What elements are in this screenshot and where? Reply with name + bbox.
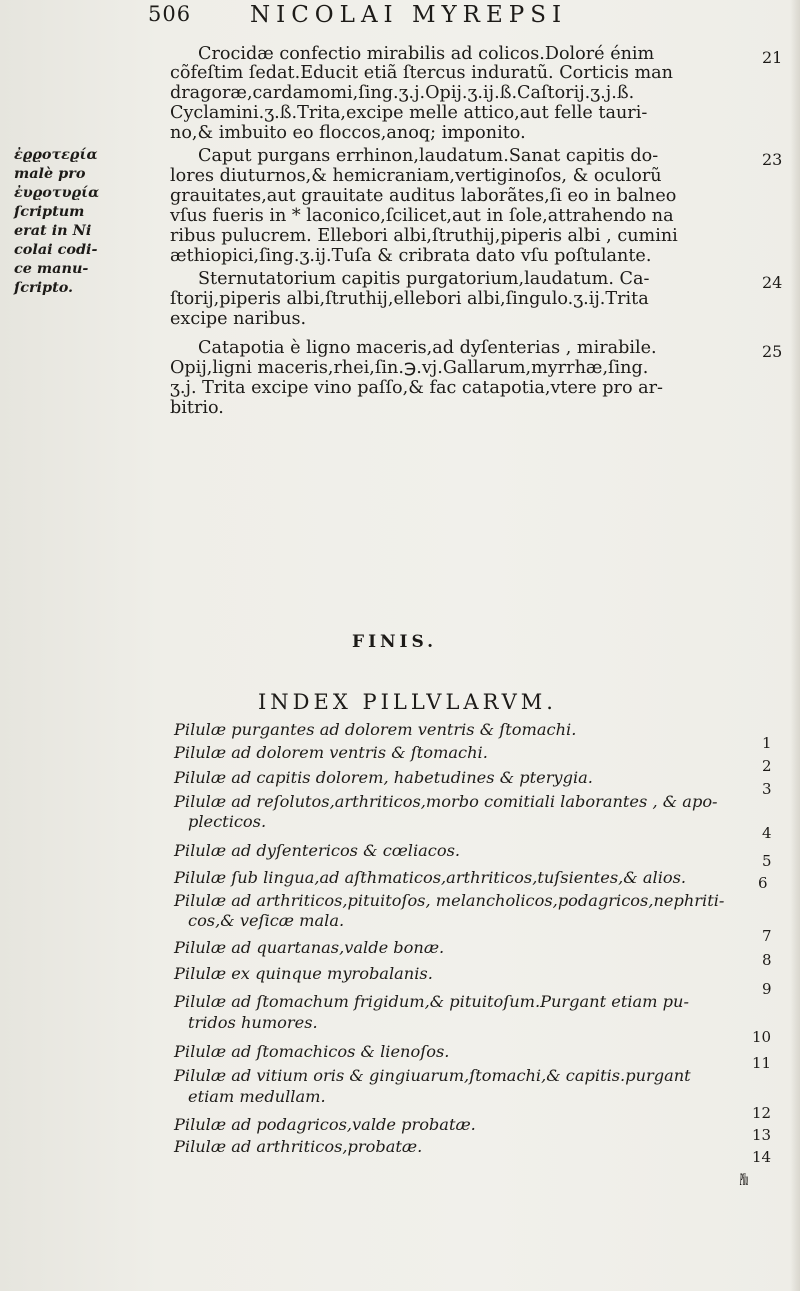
margin-note-line: ce manu- [14, 260, 89, 277]
body-line: grauitates,aut grauitate auditus laborãtes,ſi eo in balneo [170, 186, 677, 206]
section-number: 25 [762, 342, 783, 361]
index-line: Pilulæ ad capitis dolorem, habetudines & pterygia. [174, 768, 593, 787]
body-line: æthiopici,ſing.ʒ.ij.Tuſa & cribrata dato vſu poſtulante. [170, 246, 652, 266]
margin-note-line: colai codi- [14, 241, 98, 258]
margin-note-line: malè pro [14, 165, 86, 182]
index-line: Pilulæ ad arthriticos,probatæ. [174, 1137, 423, 1156]
body-line: Opij,ligni maceris,rhei,ſin.℈.vj.Gallarum,myrrhæ,ſing. [170, 358, 649, 378]
finis: FINIS. [352, 632, 438, 652]
body-line: Sternutatorium capitis purgatorium,laudatum. Ca- [198, 269, 650, 289]
index-number: 11 [752, 1054, 772, 1072]
index-line: Pilulæ ad vitium oris & gingiuarum,ſtomachi,& capitis.purgant [174, 1066, 691, 1085]
index-number: 7 [762, 927, 772, 945]
index-number: 9 [762, 980, 772, 998]
index-line: Pilulæ ex quinque myrobalanis. [174, 964, 433, 983]
index-number: 6 [758, 874, 768, 892]
body-line: excipe naribus. [170, 309, 307, 329]
index-line: plecticos. [188, 812, 267, 831]
catchword: Pilu [740, 1170, 749, 1189]
index-line: tridos humores. [188, 1013, 318, 1032]
index-number: 4 [762, 824, 772, 842]
body-line: vſus fueris in * laconico,ſcilicet,aut in ſole,attrahendo na [170, 206, 674, 226]
body-line: ʒ.j. Trita excipe vino paſſo,& fac catapotia,vtere pro ar- [170, 378, 663, 398]
page-number: 506 [148, 2, 192, 26]
margin-note-line: ἐϱϱοτεϱία [14, 146, 98, 163]
index-line: Pilulæ ad dyſentericos & cœliacos. [174, 841, 461, 860]
index-number: 8 [762, 951, 772, 969]
body-line: dragoræ,cardamomi,ſing.ʒ.j.Opij.ʒ.ij.ß.Caſtorij.ʒ.j.ß. [170, 83, 635, 103]
section-number: 21 [762, 48, 783, 67]
body-line: Crocidæ confectio mirabilis ad colicos.Doloré énim [198, 44, 655, 64]
index-number: 14 [752, 1148, 772, 1166]
index-number: 10 [752, 1028, 772, 1046]
index-title: INDEX PILLVLARVM. [258, 690, 557, 714]
running-head: NICOLAI MYREPSI [250, 2, 568, 28]
index-number: 2 [762, 757, 772, 775]
body-line: Caput purgans errhinon,laudatum.Sanat capitis do- [198, 146, 659, 166]
index-line: Pilulæ ad dolorem ventris & ſtomachi. [174, 743, 488, 762]
index-number: 12 [752, 1104, 772, 1122]
index-number: 3 [762, 780, 772, 798]
index-line: Pilulæ purgantes ad dolorem ventris & ſtomachi. [174, 720, 577, 739]
margin-note-line: ſcripto. [14, 279, 74, 296]
index-number: 1 [762, 734, 772, 752]
index-line: Pilulæ ad quartanas,valde bonæ. [174, 938, 445, 957]
body-line: lores diuturnos,& hemicraniam,vertiginoſos, & oculorũ [170, 166, 662, 186]
index-line: Pilulæ ad ſtomachicos & lienoſos. [174, 1042, 450, 1061]
index-line: Pilulæ ſub lingua,ad aſthmaticos,arthriticos,tuſsientes,& alios. [174, 868, 687, 887]
body-line: ſtorij,piperis albi,ſtruthij,ellebori albi,ſingulo.ʒ.ij.Trita [170, 289, 649, 309]
margin-note-line: ſcriptum [14, 203, 85, 220]
body-line: no,& imbuito eo floccos,anoq; imponito. [170, 123, 526, 143]
body-line: cõfeſtim ſedat.Educit etiã ſtercus induratũ. Corticis man [170, 63, 673, 83]
section-number: 24 [762, 273, 783, 292]
index-line: Pilulæ ad reſolutos,arthriticos,morbo comitiali laborantes , & apo- [174, 792, 718, 811]
section-number: 23 [762, 150, 783, 169]
body-line: ribus pulucrem. Ellebori albi,ſtruthij,piperis albi , cumini [170, 226, 678, 246]
margin-note-line: ἐυϱοτυϱία [14, 184, 100, 201]
index-line: Pilulæ ad arthriticos,pituitoſos, melancholicos,podagricos,nephriti- [174, 891, 725, 910]
index-line: Pilulæ ad ſtomachum frigidum,& pituitoſum.Purgant etiam pu- [174, 992, 689, 1011]
margin-note-line: erat in Ni [14, 222, 92, 239]
index-line: Pilulæ ad podagricos,valde probatæ. [174, 1115, 476, 1134]
index-number: 13 [752, 1126, 772, 1144]
index-line: cos,& veſicæ mala. [188, 911, 345, 930]
index-line: etiam medullam. [188, 1087, 326, 1106]
index-number: 5 [762, 852, 772, 870]
body-line: bitrio. [170, 398, 224, 418]
body-line: Cyclamini.ʒ.ß.Trita,excipe melle attico,aut felle tauri- [170, 103, 648, 123]
body-line: Catapotia è ligno maceris,ad dyſenterias , mirabile. [198, 338, 657, 358]
